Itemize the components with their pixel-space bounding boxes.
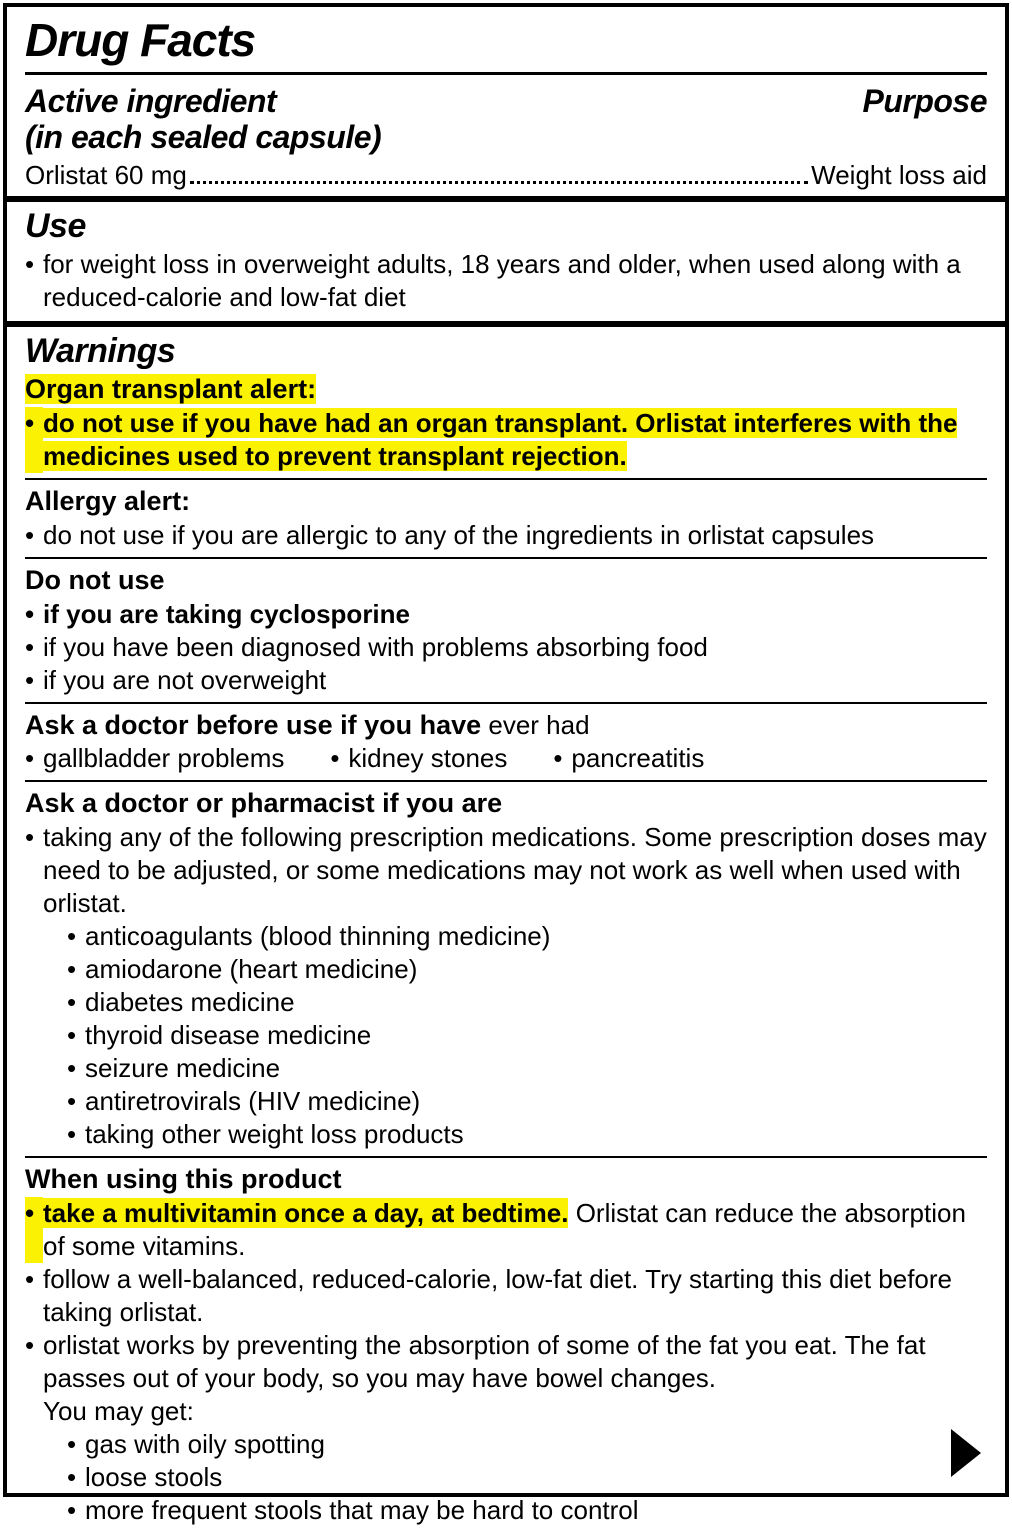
medication-text: amiodarone (heart medicine) [85, 954, 418, 985]
warnings-heading: Warnings [25, 332, 176, 371]
bullet-icon: • [67, 954, 77, 985]
medication-sub-bullet [67, 920, 987, 953]
do-not-use-bullet [25, 664, 987, 697]
do-not-use-bullet-text: if you are not overweight [43, 664, 327, 695]
condition-text: gallbladder problems [43, 743, 285, 774]
bullet-icon: • [67, 1494, 77, 1525]
diet-bullet-text: follow a well-balanced, reduced-calorie, low-fat diet. Try starting this diet before taking orlistat. [43, 1263, 952, 1327]
bullet-icon: • [67, 1461, 77, 1492]
how-it-works-bullet [25, 1329, 987, 1395]
bullet-icon: • [67, 921, 77, 952]
medication-text: antiretrovirals (HIV medicine) [85, 1086, 421, 1117]
active-ingredient-subheading: (in each sealed capsule) [25, 119, 382, 156]
side-effect-sub-bullet [67, 1428, 987, 1461]
page-title: Drug Facts [25, 14, 256, 66]
condition-text: kidney stones [348, 743, 508, 774]
do-not-use-bullet-text: if you have been diagnosed with problems absorbing food [43, 631, 708, 662]
condition-text: pancreatitis [571, 743, 705, 774]
bullet-icon: • [330, 743, 340, 774]
bullet-icon: • [25, 1329, 35, 1360]
medication-sub-bullet [67, 1019, 987, 1052]
medication-text: taking other weight loss products [85, 1119, 464, 1150]
do-not-use-bullet [25, 631, 987, 664]
side-effect-sub-bullet [67, 1461, 987, 1494]
warnings-section [25, 327, 987, 1534]
ask-pharmacist-bullet [25, 821, 987, 920]
do-not-use-bullet [25, 598, 987, 631]
medication-sub-bullet [67, 1085, 987, 1118]
drug-facts-label [3, 3, 1009, 1525]
organ-transplant-bullet [25, 407, 987, 473]
multivitamin-highlight-text: take a multivitamin once a day, at bedtime. [43, 1197, 569, 1228]
ask-pharmacist-bullet-text: taking any of the following prescription medications. Some prescription doses may need to be adjusted, or some medications may not work as well when used with orlistat. [43, 822, 987, 919]
ingredient-purpose-row [25, 158, 987, 192]
bullet-icon: • [553, 743, 563, 774]
side-effect-text: more frequent stools that may be hard to control [85, 1494, 639, 1525]
medication-text: anticoagulants (blood thinning medicine) [85, 921, 551, 952]
medication-text: thyroid disease medicine [85, 1020, 372, 1051]
active-ingredient-heading: Active ingredient [25, 82, 277, 119]
allergy-alert-bullet-text: do not use if you are allergic to any of the ingredients in orlistat capsules [43, 519, 875, 550]
ask-doctor-label-regular: ever had [481, 709, 590, 740]
bullet-icon: • [67, 1020, 77, 1051]
bullet-icon: • [67, 1086, 77, 1117]
condition-item [553, 742, 704, 775]
active-ingredient-section [25, 83, 987, 193]
bullet-icon: • [25, 598, 35, 629]
bullet-icon: • [25, 519, 35, 550]
ingredient-name: Orlistat 60 mg [25, 160, 187, 191]
bullet-icon: • [25, 631, 35, 662]
use-section [25, 202, 987, 321]
condition-item [330, 742, 507, 775]
purpose-value: Weight loss aid [811, 160, 987, 191]
medication-sub-bullet [67, 1118, 987, 1151]
ask-doctor-conditions-row [25, 742, 987, 775]
bullet-icon: • [25, 1263, 35, 1294]
you-may-get-label: You may get: [43, 1395, 194, 1426]
organ-transplant-bullet-text: do not use if you have had an organ transplant. Orlistat interferes with the medicines used to prevent transplant rejection. [43, 408, 958, 472]
bullet-icon: • [25, 743, 35, 774]
do-not-use-label: Do not use [25, 564, 165, 595]
bullet-icon: • [25, 249, 35, 280]
side-effect-sub-bullet [67, 1494, 987, 1527]
bullet-icon: • [25, 1197, 43, 1263]
title-divider [25, 72, 987, 75]
side-effect-text: loose stools [85, 1461, 223, 1492]
multivitamin-rest-text: Orlistat can reduce the absorption of some vitamins. [43, 1197, 966, 1261]
ask-doctor-label [25, 709, 987, 743]
medication-text: diabetes medicine [85, 987, 295, 1018]
medication-sub-bullet [67, 953, 987, 986]
purpose-heading: Purpose [862, 82, 987, 119]
organ-transplant-alert-label [25, 373, 987, 407]
subsection-divider [25, 780, 987, 782]
organ-transplant-alert-label-text: Organ transplant alert: [25, 374, 317, 405]
bullet-icon: • [25, 664, 35, 695]
bullet-icon: • [67, 1119, 77, 1150]
active-ingredient-header-row [25, 83, 987, 120]
multivitamin-bullet [25, 1197, 987, 1263]
allergy-alert-bullet [25, 519, 987, 552]
when-using-label: When using this product [25, 1164, 342, 1195]
use-heading: Use [25, 207, 86, 246]
use-bullet-text: for weight loss in overweight adults, 18 years and older, when used along with a reduced-calorie and low-fat diet [43, 249, 961, 313]
bullet-icon: • [67, 1428, 77, 1459]
subsection-divider [25, 557, 987, 559]
subsection-divider [25, 702, 987, 704]
subsection-divider [25, 1156, 987, 1158]
bullet-icon: • [67, 987, 77, 1018]
how-it-works-bullet-text: orlistat works by preventing the absorption of some of the fat you eat. The fat passes out of your body, so you may have bowel changes. [43, 1329, 926, 1393]
dotted-leader [190, 181, 808, 184]
allergy-alert-label: Allergy alert: [25, 486, 191, 517]
ask-pharmacist-label: Ask a doctor or pharmacist if you are [25, 788, 503, 819]
diet-bullet [25, 1263, 987, 1329]
bullet-icon: • [25, 822, 35, 853]
medication-text: seizure medicine [85, 1053, 281, 1084]
side-effect-text: gas with oily spotting [85, 1428, 325, 1459]
bullet-icon: • [67, 1053, 77, 1084]
medication-sub-bullet [67, 1052, 987, 1085]
condition-item [25, 742, 284, 775]
subsection-divider [25, 478, 987, 480]
ask-doctor-label-bold: Ask a doctor before use if you have [25, 709, 482, 740]
medication-sub-bullet [67, 986, 987, 1019]
continuation-arrow-icon [951, 1429, 981, 1477]
use-bullet [25, 248, 987, 314]
do-not-use-bullet-text: if you are taking cyclosporine [43, 598, 410, 629]
bullet-icon: • [25, 407, 43, 473]
